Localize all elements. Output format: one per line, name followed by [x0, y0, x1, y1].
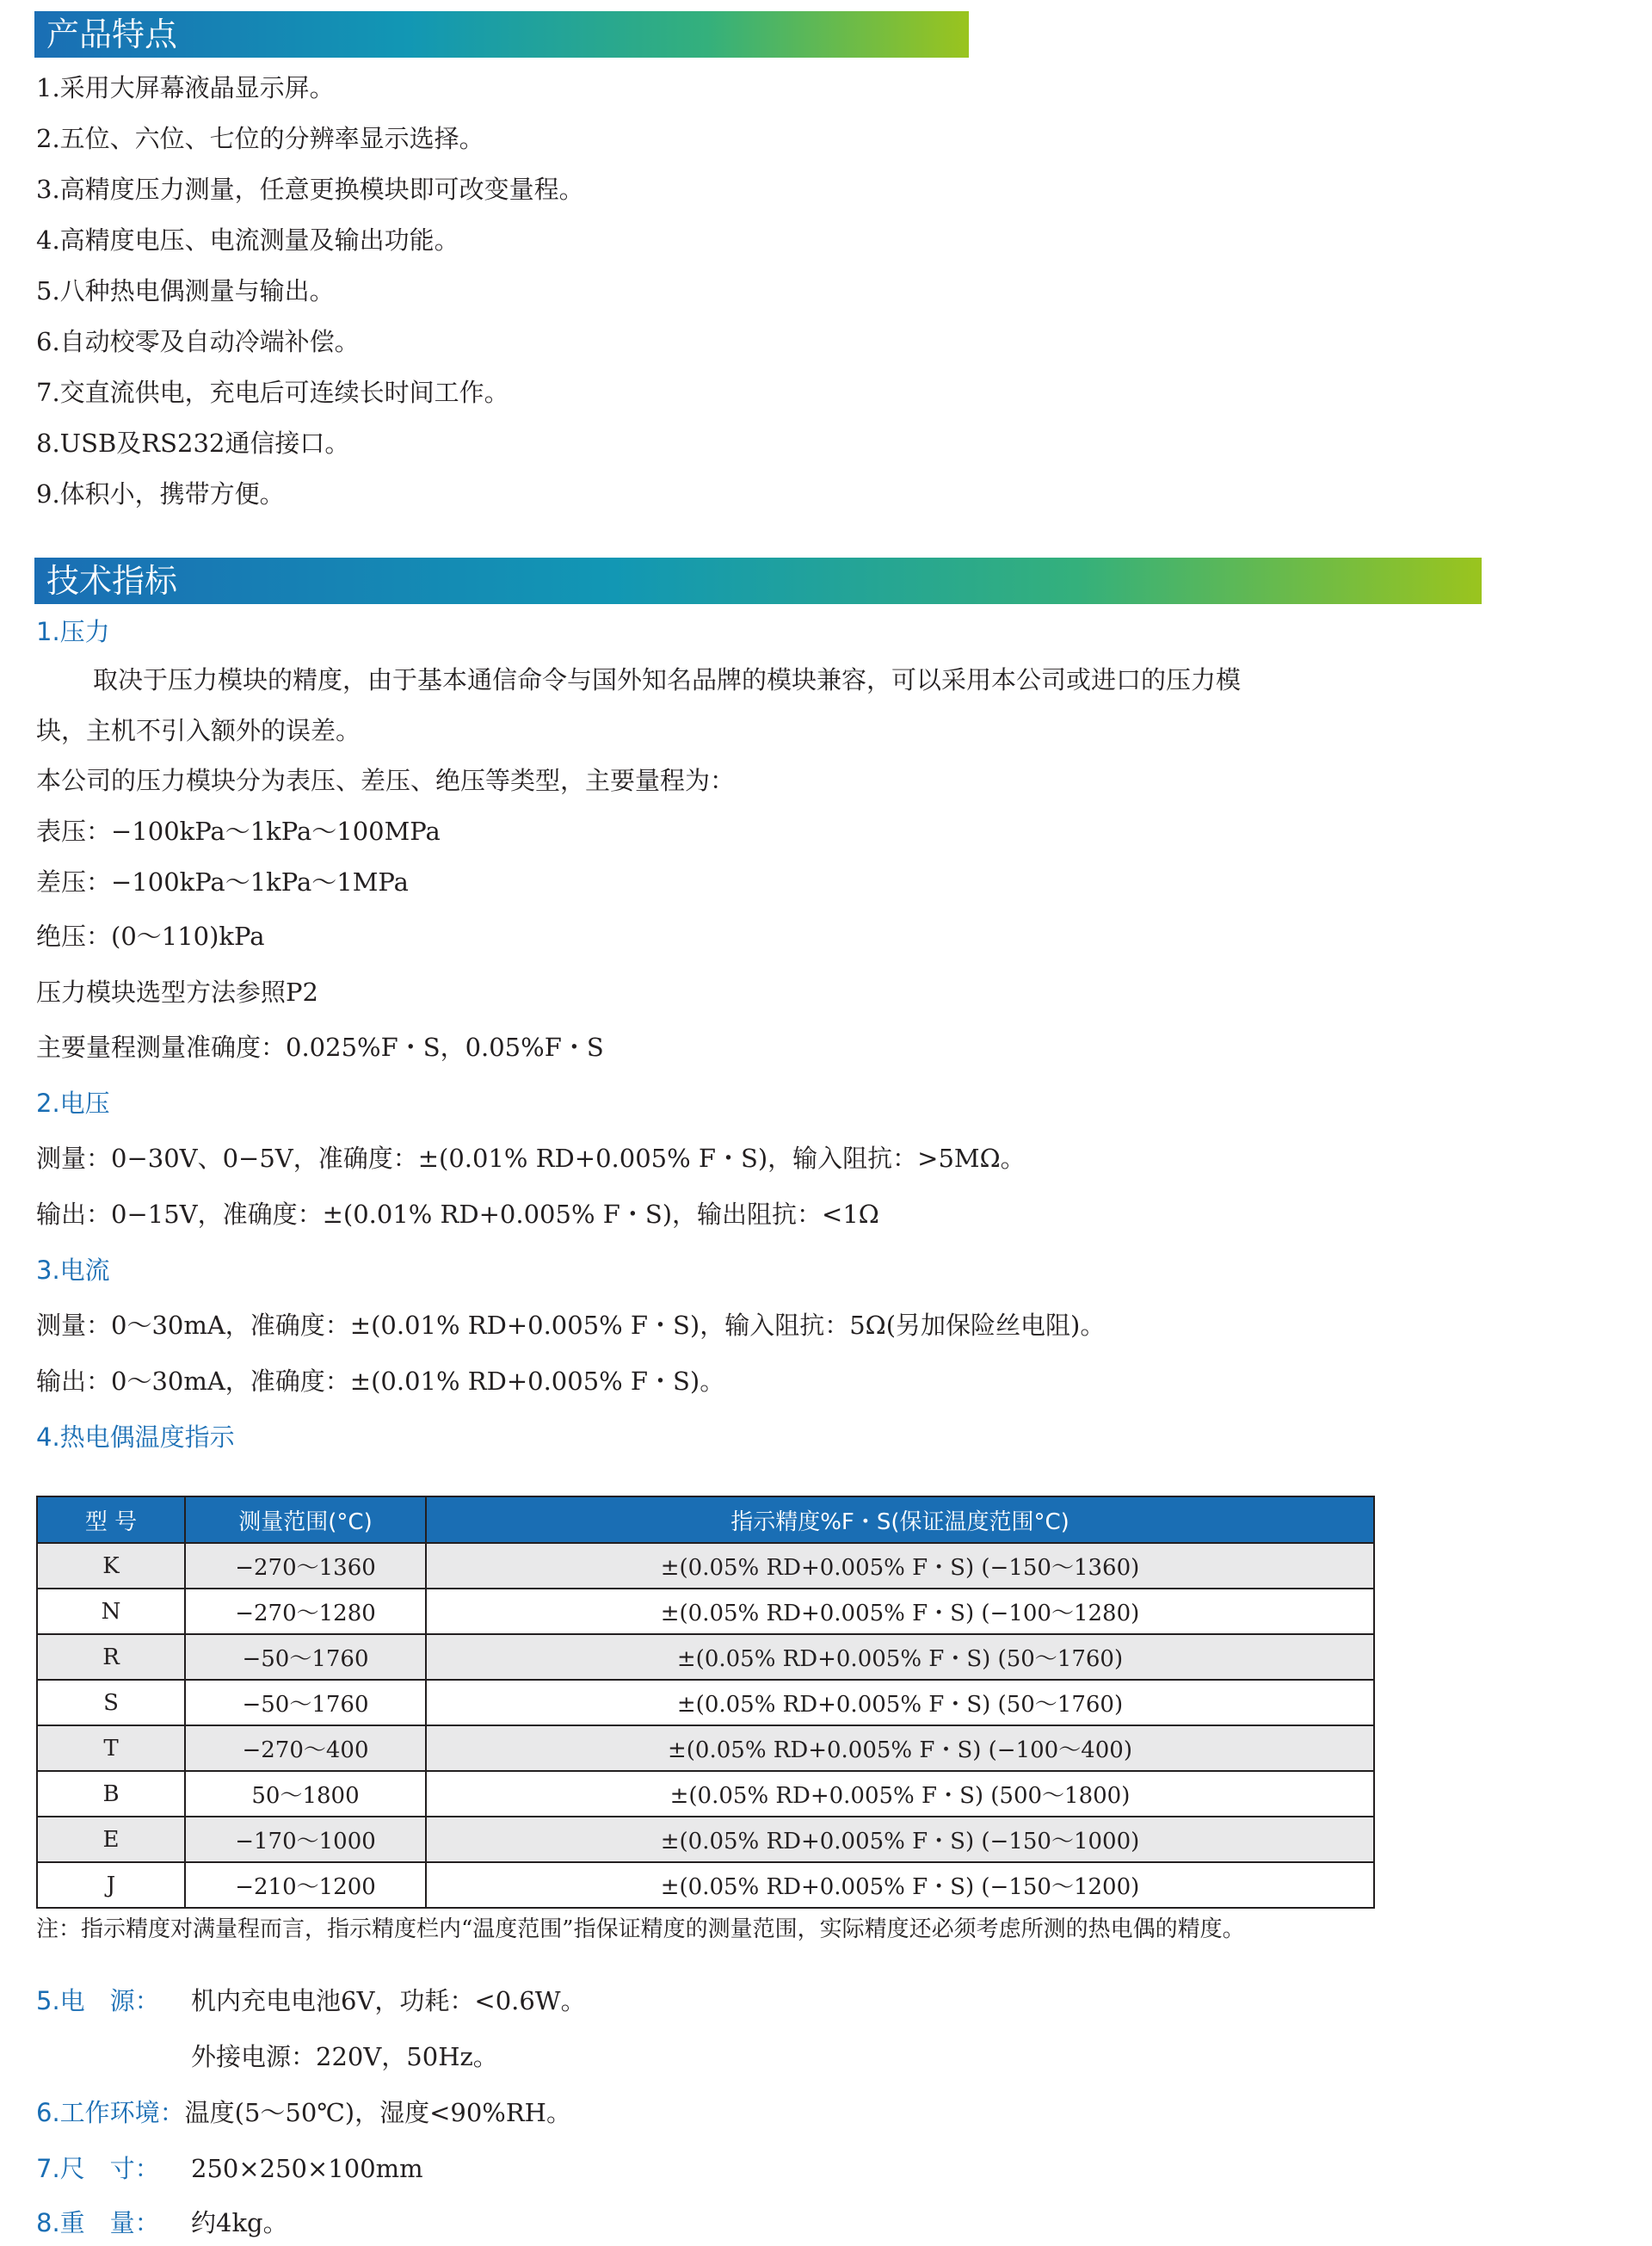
- pressure-heading: 1.压力: [36, 617, 110, 646]
- cell-model: B: [37, 1771, 185, 1817]
- current-measure: 测量：0～30mA，准确度：±(0.01% RD+0.005% F・S)，输入阻抗：5Ω(另加保险丝电阻)。: [36, 1311, 1106, 1340]
- table-row: [37, 1680, 1374, 1725]
- table-row: [37, 1634, 1374, 1680]
- column-header-model: 型 号: [37, 1496, 185, 1543]
- current-heading: 3.电流: [36, 1256, 110, 1285]
- pressure-paragraph: 块，主机不引入额外的误差。: [36, 716, 361, 745]
- size-label: 7.尺 寸：: [36, 2154, 160, 2183]
- cell-model: N: [37, 1589, 185, 1634]
- table-row: [37, 1817, 1374, 1862]
- cell-model: E: [37, 1817, 185, 1862]
- cell-range: −50～1760: [185, 1680, 426, 1725]
- current-output: 输出：0～30mA，准确度：±(0.01% RD+0.005% F・S)。: [36, 1367, 725, 1396]
- power-spec-external: 外接电源：220V，50Hz。: [191, 2042, 498, 2071]
- cell-model: S: [37, 1680, 185, 1725]
- cell-accuracy: ±(0.05% RD+0.005% F・S) (−150～1360): [426, 1543, 1374, 1589]
- table-row: [37, 1589, 1374, 1634]
- pressure-paragraph: 取决于压力模块的精度，由于基本通信命令与国外知名品牌的模块兼容，可以采用本公司或进口的压力模: [93, 665, 1242, 694]
- pressure-selection-ref: 压力模块选型方法参照P2: [36, 978, 318, 1007]
- voltage-measure: 测量：0−30V、0−5V，准确度：±(0.01% RD+0.005% F・S)，输入阻抗：>5MΩ。: [36, 1144, 1026, 1173]
- size-spec: [36, 2151, 423, 2186]
- thermocouple-table: [36, 1496, 1375, 1909]
- column-header-accuracy: 指示精度%F・S(保证温度范围°C): [426, 1496, 1374, 1543]
- environment-value: 温度(5～50℃)，湿度<90%RH。: [184, 2098, 571, 2127]
- cell-accuracy: ±(0.05% RD+0.005% F・S) (−150～1200): [426, 1862, 1374, 1908]
- feature-item: 1.采用大屏幕液晶显示屏。: [36, 73, 335, 102]
- power-value-battery: 机内充电电池6V，功耗：<0.6W。: [191, 1986, 586, 2015]
- section-title-features: 产品特点: [46, 15, 178, 53]
- environment-label: 6.工作环境：: [36, 2098, 185, 2127]
- table-row: [37, 1771, 1374, 1817]
- weight-label: 8.重 量：: [36, 2208, 160, 2237]
- feature-item: 7.交直流供电，充电后可连续长时间工作。: [36, 378, 509, 407]
- power-label: 5.电 源：: [36, 1986, 160, 2015]
- cell-model: K: [37, 1543, 185, 1589]
- weight-spec: [36, 2206, 288, 2240]
- cell-accuracy: ±(0.05% RD+0.005% F・S) (−150～1000): [426, 1817, 1374, 1862]
- table-row: [37, 1543, 1374, 1589]
- feature-item: 5.八种热电偶测量与输出。: [36, 276, 335, 305]
- cell-model: T: [37, 1725, 185, 1771]
- pressure-absolute-range: 绝压：(0～110)kPa: [36, 922, 265, 951]
- table-header-row: [37, 1496, 1374, 1543]
- cell-range: −270～1360: [185, 1543, 426, 1589]
- weight-value: 约4kg。: [191, 2208, 288, 2237]
- cell-accuracy: ±(0.05% RD+0.005% F・S) (−100～1280): [426, 1589, 1374, 1634]
- feature-item: 2.五位、六位、七位的分辨率显示选择。: [36, 124, 484, 153]
- pressure-types-line: 本公司的压力模块分为表压、差压、绝压等类型，主要量程为：: [36, 766, 736, 795]
- feature-item: 8.USB及RS232通信接口。: [36, 429, 350, 458]
- cell-range: −50～1760: [185, 1634, 426, 1680]
- environment-spec: [36, 2095, 571, 2130]
- feature-item: 6.自动校零及自动冷端补偿。: [36, 327, 360, 356]
- voltage-heading: 2.电压: [36, 1089, 110, 1118]
- feature-item: 3.高精度压力测量，任意更换模块即可改变量程。: [36, 175, 584, 204]
- cell-accuracy: ±(0.05% RD+0.005% F・S) (500～1800): [426, 1771, 1374, 1817]
- pressure-gauge-range: 表压：−100kPa～1kPa～100MPa: [36, 817, 441, 846]
- cell-model: R: [37, 1634, 185, 1680]
- table-row: [37, 1862, 1374, 1908]
- cell-range: −210～1200: [185, 1862, 426, 1908]
- cell-range: 50～1800: [185, 1771, 426, 1817]
- pressure-differential-range: 差压：−100kPa～1kPa～1MPa: [36, 867, 409, 897]
- feature-item: 9.体积小，携带方便。: [36, 479, 285, 509]
- cell-range: −270～400: [185, 1725, 426, 1771]
- voltage-output: 输出：0−15V，准确度：±(0.01% RD+0.005% F・S)，输出阻抗：<1Ω: [36, 1200, 879, 1229]
- section-title-specs: 技术指标: [46, 562, 178, 600]
- section-banner-features: [34, 11, 969, 58]
- thermocouple-heading: 4.热电偶温度指示: [36, 1422, 235, 1452]
- column-header-range: 测量范围(°C): [185, 1496, 426, 1543]
- cell-accuracy: ±(0.05% RD+0.005% F・S) (−100～400): [426, 1725, 1374, 1771]
- cell-accuracy: ±(0.05% RD+0.005% F・S) (50～1760): [426, 1680, 1374, 1725]
- cell-model: J: [37, 1862, 185, 1908]
- cell-accuracy: ±(0.05% RD+0.005% F・S) (50～1760): [426, 1634, 1374, 1680]
- table-row: [37, 1725, 1374, 1771]
- power-spec: [36, 1984, 586, 2018]
- feature-item: 4.高精度电压、电流测量及输出功能。: [36, 225, 459, 255]
- pressure-accuracy: 主要量程测量准确度：0.025%F・S，0.05%F・S: [36, 1033, 604, 1062]
- table-note: 注：指示精度对满量程而言，指示精度栏内“温度范围”指保证精度的测量范围，实际精度还必须考虑所测的热电偶的精度。: [36, 1916, 1245, 1942]
- cell-range: −270～1280: [185, 1589, 426, 1634]
- size-value: 250×250×100mm: [191, 2154, 423, 2183]
- cell-range: −170～1000: [185, 1817, 426, 1862]
- section-banner-specs: [34, 558, 1482, 604]
